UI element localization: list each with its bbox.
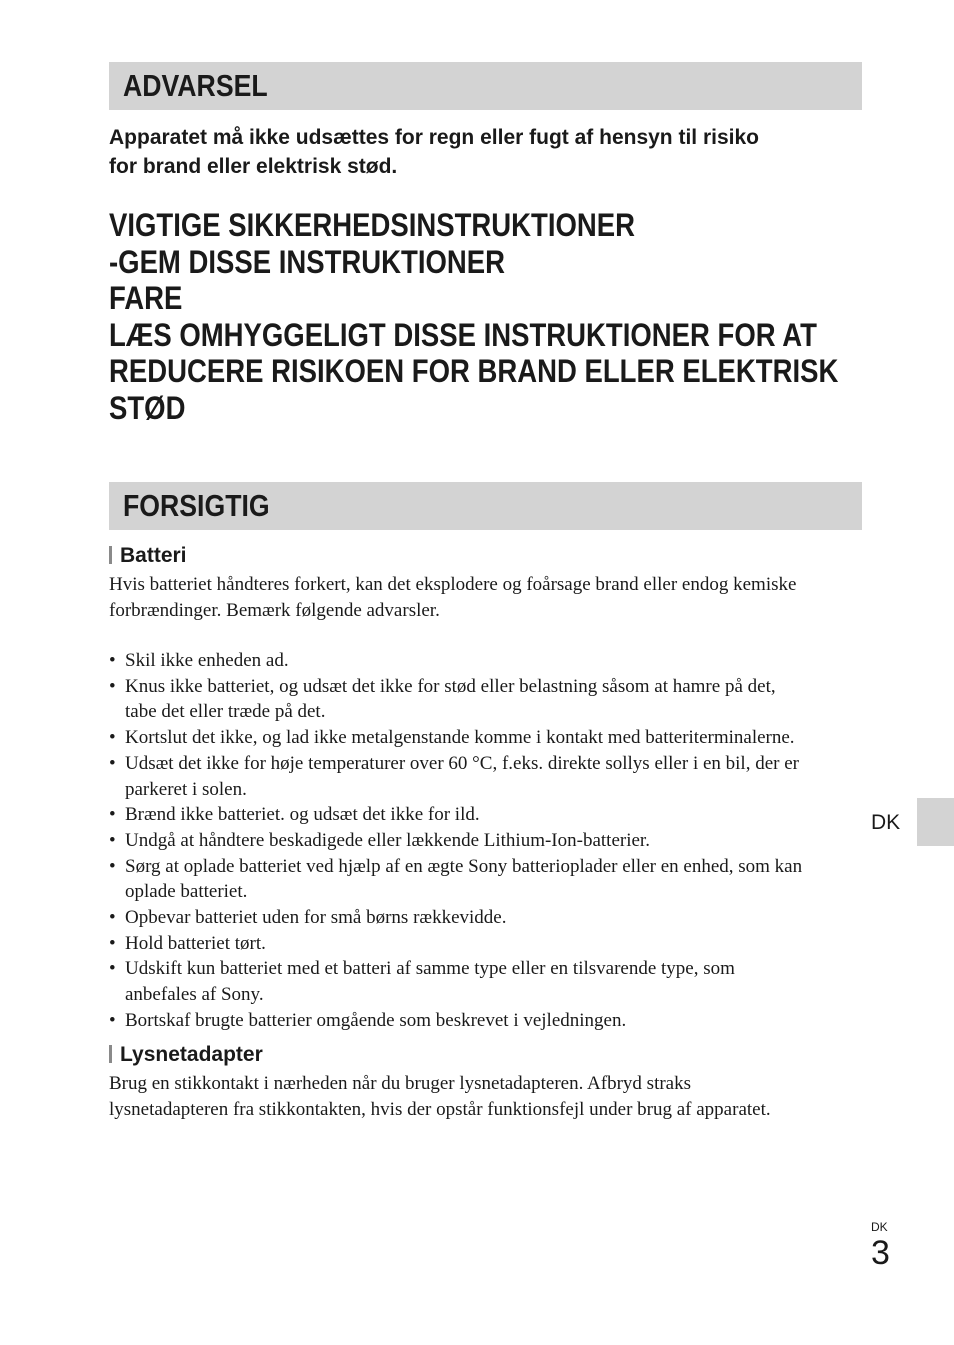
list-item-line: • Opbevar batteriet uden for små børns rækkevidde. (125, 907, 507, 929)
list-item (109, 828, 869, 854)
list-item-line: • Sørg at oplade batteriet ved hjælp af en ægte Sony batterioplader eller en enhed, som kan (125, 855, 803, 877)
caps-line: -GEM DISSE INSTRUKTIONER (109, 243, 506, 280)
list-item (109, 648, 869, 674)
list-item-line: • Kortslut det ikke, og lad ikke metalgenstande komme i kontakt med batteriterminalerne. (125, 727, 795, 749)
list-item-line: • Knus ikke batteriet, og udsæt det ikke for stød eller belastning såsom at hamre på det, (125, 675, 776, 697)
warning-paragraph (109, 123, 869, 181)
batteri-intro-line: Hvis batteriet håndteres forkert, kan det eksplodere og foårsage brand eller endog kemiske (109, 574, 797, 595)
subheading-batteri-text: Batteri (120, 544, 187, 567)
list-item (109, 956, 869, 1007)
language-tab-label: DK (871, 811, 901, 834)
list-item-line: • Brænd ikke batteriet. og udsæt det ikke for ild. (125, 804, 480, 826)
list-item (109, 725, 869, 751)
list-item-line: • Udsæt det ikke for høje temperaturer over 60 °C, f.eks. direkte sollys eller i en bil, der er (125, 752, 799, 774)
list-item (109, 1008, 869, 1034)
batteri-intro-line: forbrændinger. Bemærk følgende advarsler. (109, 599, 440, 621)
subheading-lysnetadapter-text: Lysnetadapter (120, 1043, 263, 1066)
caps-line: REDUCERE RISIKOEN FOR BRAND ELLER ELEKTRISK (109, 353, 839, 390)
list-item (109, 905, 869, 931)
subheading-marker (109, 546, 112, 564)
caps-line: VIGTIGE SIKKERHEDSINSTRUKTIONER (109, 207, 635, 243)
section-title-advarsel-text: ADVARSEL (123, 68, 268, 103)
battery-warning-list (109, 648, 869, 1034)
section-title-forsigtig (109, 482, 862, 530)
subheading-lysnetadapter (109, 1042, 263, 1068)
list-item-line: oplade batteriet. (125, 881, 248, 903)
section-title-advarsel (109, 62, 862, 110)
list-item (109, 674, 869, 725)
list-item-line: • Undgå at håndtere beskadigede eller lækkende Lithium-Ion-batterier. (125, 829, 650, 851)
list-item (109, 802, 869, 828)
safety-instructions-heading (109, 207, 869, 427)
section-title-forsigtig-text: FORSIGTIG (123, 488, 270, 523)
caps-line: LÆS OMHYGGELIGT DISSE INSTRUKTIONER FOR AT (109, 316, 817, 353)
page-number: 3 (871, 1234, 890, 1272)
list-item-line: • Udskift kun batteriet med et batteri af samme type eller en tilsvarende type, som (125, 958, 735, 980)
subheading-batteri (109, 543, 187, 569)
list-item-line: • Hold batteriet tørt. (125, 932, 266, 954)
subheading-marker (109, 1045, 112, 1063)
lysnetadapter-line: lysnetadapteren fra stikkontakten, hvis der opstår funktionsfejl under brug af apparatet. (109, 1098, 771, 1120)
list-item-line: tabe det eller træde på det. (125, 701, 326, 723)
list-item-line: • Skil ikke enheden ad. (125, 650, 289, 671)
warning-line: Apparatet må ikke udsættes for regn eller fugt af hensyn til risiko (109, 126, 759, 149)
page-language-code: DK (871, 1220, 888, 1234)
language-tab-marker (917, 798, 954, 846)
list-item (109, 854, 869, 905)
list-item-line: • Bortskaf brugte batterier omgående som beskrevet i vejledningen. (125, 1009, 627, 1031)
list-item-line: anbefales af Sony. (125, 984, 264, 1006)
list-item (109, 931, 869, 957)
batteri-intro (109, 572, 869, 623)
list-item (109, 751, 869, 802)
caps-line: FARE (109, 280, 183, 317)
warning-line: for brand eller elektrisk stød. (109, 155, 398, 178)
caps-line: STØD (109, 389, 186, 426)
lysnetadapter-line: Brug en stikkontakt i nærheden når du bruger lysnetadapteren. Afbryd straks (109, 1073, 691, 1094)
lysnetadapter-text (109, 1071, 869, 1122)
list-item-line: parkeret i solen. (125, 778, 247, 800)
